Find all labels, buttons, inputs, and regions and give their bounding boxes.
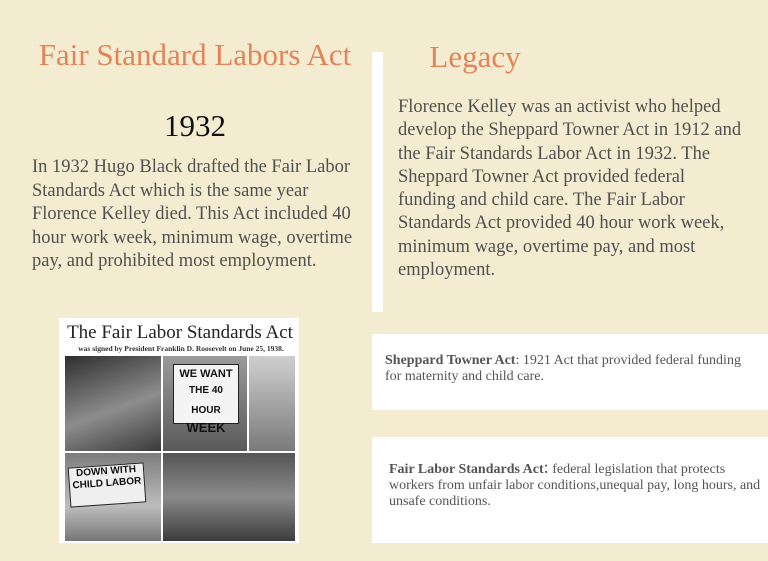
sheppard-towner-card [372,334,768,410]
sheppard-towner-description: : 1921 Act that provided federal funding for maternity and child care. [385,353,741,384]
flsa-description: federal legislation that protects workers from unfair labor conditions,unequal pay, long hours, and unsafe conditions. [389,462,761,509]
child-workers-group-photo [163,453,295,541]
sign2-line-1: DOWN WITH [75,463,137,480]
sign-line-2: THE 40 HOUR [189,385,223,416]
child-labor-protest-photo [65,453,161,541]
legacy-body-text: Florence Kelley was an activist who helped develop the Sheppard Towner Act in 1912 and the Fair Standards Labor Act in 1932. The Sheppard Towner Act provided federal funding and child care. The Fair Labor Standards Act provided 40 hour work week, minimum wage, overtime pay, and most employment. [398,97,742,281]
forty-hour-week-sign [173,364,239,435]
collage-caption: was signed by President Franklin D. Roosevelt on June 25, 1938. [78,344,284,353]
flsa-colon: : [543,457,549,477]
flsa-card [372,437,768,543]
down-with-child-labor-sign [68,462,147,507]
column-divider [372,52,383,312]
legacy-title: Legacy [429,39,521,74]
flsa-photo-collage [59,318,299,543]
left-title: Fair Standard Labors Act [38,37,352,72]
flsa-definition [389,459,764,510]
sign-line-3: WEEK [186,420,226,435]
sheppard-towner-definition [385,353,755,385]
collage-heading: The Fair Labor Standards Act [67,322,293,343]
protest-sign-photo [163,356,247,451]
flsa-term: Fair Labor Standards Act [389,462,544,477]
sheppard-towner-term: Sheppard Towner Act [385,353,516,368]
sign-line-1: WE WANT [179,368,233,380]
signing-ceremony-photo [65,356,161,451]
left-body-text: In 1932 Hugo Black drafted the Fair Labor Standards Act which is the same year Florence Kelley died. This Act included 40 hour work week, minimum wage, overtime pay, and prohibited most employment. [32,157,353,271]
left-year: 1932 [164,108,226,143]
sign2-line-2: CHILD LABOR [72,475,142,492]
boxing-workers-photo [249,356,295,451]
